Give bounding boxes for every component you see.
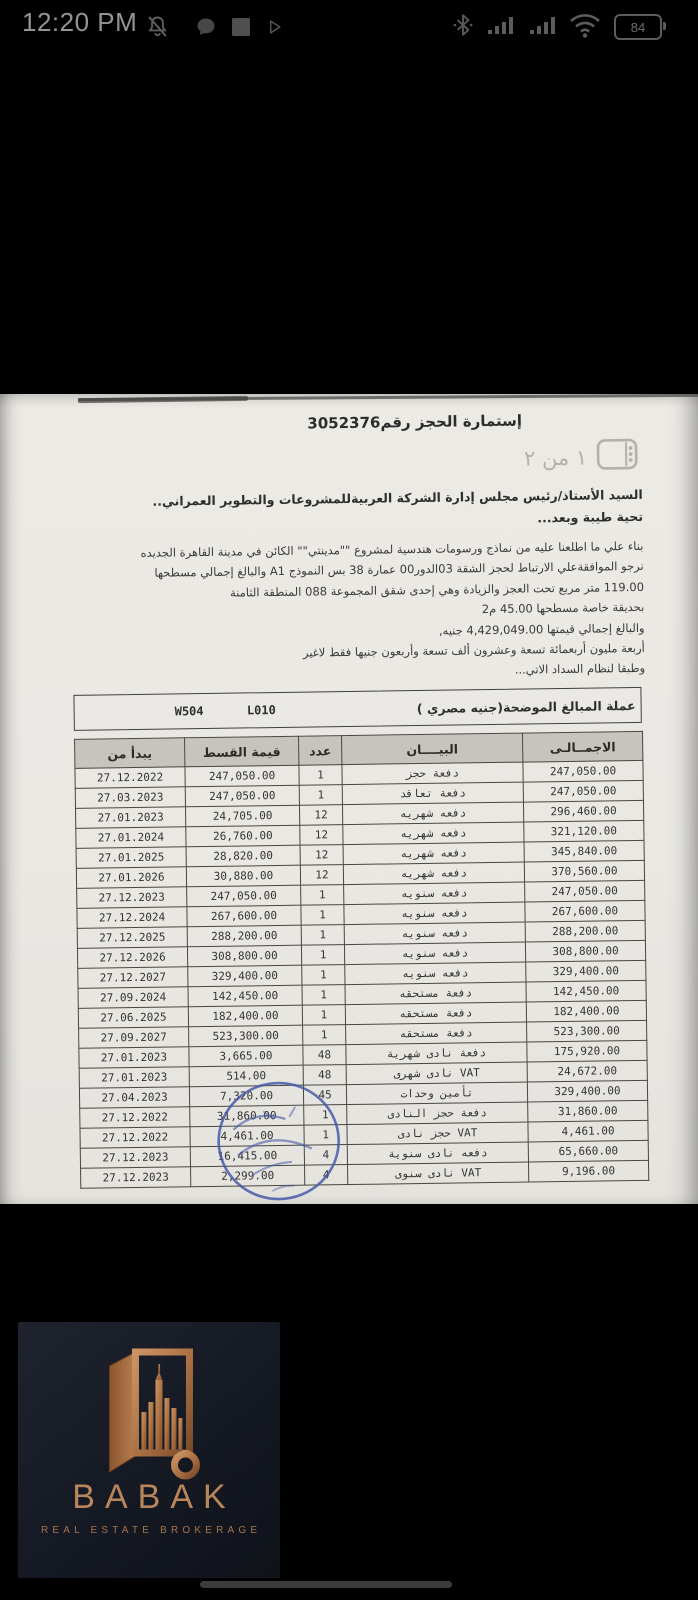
cell-description: دفعه شهريه bbox=[343, 842, 524, 865]
home-indicator[interactable] bbox=[200, 1581, 452, 1588]
cell-total: 142,450.00 bbox=[526, 980, 646, 1002]
greeting-line: تحية طيبة وبعد... bbox=[537, 508, 644, 526]
cell-start-date: 27.01.2024 bbox=[76, 827, 186, 849]
cell-total: 247,050.00 bbox=[523, 780, 643, 802]
cell-total: 247,050.00 bbox=[525, 880, 645, 902]
cell-start-date: 27.12.2023 bbox=[77, 887, 187, 909]
body-line: نرجو الموافقةعلي الارتباط لحجز الشقة 03الدور00 عمارة 38 بس النموذج A1 والبالغ إجمالي مسطحها bbox=[154, 559, 644, 581]
brand-name: BABAK bbox=[72, 1478, 236, 1516]
currency-label: عملة المبالغ الموضحة(جنيه مصري ) bbox=[416, 697, 636, 716]
cell-count: 4 bbox=[305, 1165, 348, 1186]
cell-start-date: 27.01.2026 bbox=[76, 867, 186, 889]
body-line: أربعة مليون أربعمائة تسعة وعشرون ألف تسعة وأربعون جنيها فقط لاغير bbox=[302, 640, 645, 660]
bluetooth-icon bbox=[450, 12, 476, 42]
cell-installment: 288,200.00 bbox=[187, 925, 301, 947]
cell-description: دفعه سنويه bbox=[344, 922, 525, 945]
cell-installment: 31,860.00 bbox=[190, 1105, 304, 1127]
body-paragraph bbox=[55, 536, 645, 687]
col-header-installment: قيمة القسط bbox=[185, 736, 299, 767]
document-photo bbox=[0, 394, 698, 1204]
cell-count: 1 bbox=[301, 945, 344, 966]
chat-bubble-icon bbox=[194, 15, 218, 43]
cell-installment: 16,415.00 bbox=[190, 1145, 304, 1167]
cell-total: 345,840.00 bbox=[524, 840, 644, 862]
cell-installment: 329,400.00 bbox=[188, 965, 302, 987]
cell-description: دفعة حجز النادى bbox=[347, 1102, 528, 1125]
cell-description: VAT نادى شهرى bbox=[346, 1062, 527, 1085]
cell-installment: 247,050.00 bbox=[187, 885, 301, 907]
document-content bbox=[0, 394, 698, 1204]
cell-installment: 142,450.00 bbox=[188, 985, 302, 1007]
cell-count: 12 bbox=[300, 865, 343, 886]
cell-start-date: 27.12.2023 bbox=[81, 1167, 191, 1189]
cell-count: 48 bbox=[303, 1045, 346, 1066]
battery-icon bbox=[614, 14, 662, 40]
cell-count: 12 bbox=[300, 845, 343, 866]
ink-stamp bbox=[211, 1066, 349, 1204]
cell-count: 1 bbox=[302, 985, 345, 1006]
body-line: والبالغ إجمالي قيمتها 4,429,049.00 جنيه, bbox=[438, 620, 645, 638]
col-header-count: عدد bbox=[299, 736, 342, 766]
cell-count: 1 bbox=[303, 1025, 346, 1046]
battery-level: 84 bbox=[630, 19, 646, 35]
cell-total: 321,120.00 bbox=[524, 820, 644, 842]
cell-count: 1 bbox=[301, 925, 344, 946]
cell-description: دفعة حجز bbox=[342, 762, 523, 785]
cell-start-date: 27.01.2023 bbox=[79, 1067, 189, 1089]
status-bar bbox=[0, 0, 698, 50]
cell-total: 9,196.00 bbox=[528, 1160, 648, 1182]
cell-description: دفعة مستحقه bbox=[345, 982, 526, 1005]
square-app-icon bbox=[230, 16, 252, 42]
cell-start-date: 27.12.2022 bbox=[80, 1107, 190, 1129]
cell-installment: 247,050.00 bbox=[185, 765, 299, 787]
cell-count: 1 bbox=[304, 1125, 347, 1146]
table-codes: W504 L010 bbox=[174, 703, 276, 719]
cell-installment: 2,299.00 bbox=[191, 1165, 305, 1187]
door-skyline-logo-icon bbox=[97, 1346, 209, 1480]
cell-start-date: 27.01.2023 bbox=[79, 1047, 189, 1069]
body-line: بحديقة خاصة مسطحها 45.00 م2 bbox=[481, 600, 645, 617]
cell-total: 4,461.00 bbox=[528, 1120, 648, 1142]
cell-count: 1 bbox=[299, 765, 342, 786]
cell-description: دفعه سنويه bbox=[344, 902, 525, 925]
cell-start-date: 27.03.2023 bbox=[75, 787, 185, 809]
page-indicator bbox=[524, 438, 639, 477]
cell-start-date: 27.12.2022 bbox=[80, 1127, 190, 1149]
cell-installment: 3,665.00 bbox=[189, 1045, 303, 1067]
cell-description: دفعه شهريه bbox=[343, 862, 524, 885]
cell-description: دفعه نادى سنوية bbox=[347, 1142, 528, 1165]
cell-total: 329,400.00 bbox=[526, 960, 646, 982]
cell-installment: 182,400.00 bbox=[188, 1005, 302, 1027]
cell-count: 1 bbox=[302, 965, 345, 986]
cell-start-date: 27.09.2024 bbox=[78, 987, 188, 1009]
cell-count: 1 bbox=[301, 885, 344, 906]
col-header-description: البيــــان bbox=[342, 733, 523, 765]
col-header-total: الاجمــالـى bbox=[523, 731, 643, 762]
cell-signal-sim1-icon bbox=[486, 14, 520, 40]
col-header-start: يبدأ من bbox=[75, 738, 185, 769]
cell-total: 370,560.00 bbox=[524, 860, 644, 882]
cell-start-date: 27.12.2022 bbox=[75, 767, 185, 789]
cell-description: دفعه شهريه bbox=[342, 802, 523, 825]
cell-start-date: 27.12.2026 bbox=[77, 947, 187, 969]
clock: 12:20 PM bbox=[22, 7, 138, 37]
cell-installment: 523,300.00 bbox=[189, 1025, 303, 1047]
cell-count: 45 bbox=[303, 1085, 346, 1106]
cell-count: 1 bbox=[301, 905, 344, 926]
cell-signal-sim2-icon bbox=[528, 14, 562, 40]
cell-installment: 4,461.00 bbox=[190, 1125, 304, 1147]
cell-installment: 26,760.00 bbox=[186, 825, 300, 847]
cell-count: 12 bbox=[299, 805, 342, 826]
table-currency-band bbox=[73, 687, 641, 731]
body-line: 119.00 متر مربع تحت العجز والزيادة وهي إحدى شقق المجموعة 088 المنطقة الثامنة bbox=[229, 579, 645, 600]
cell-start-date: 27.12.2027 bbox=[78, 967, 188, 989]
payment-schedule-table bbox=[74, 731, 649, 1189]
cell-description: دفعه سنويه bbox=[344, 882, 525, 905]
cell-installment: 514.00 bbox=[189, 1065, 303, 1087]
cell-count: 48 bbox=[303, 1065, 346, 1086]
play-icon bbox=[264, 17, 284, 41]
cell-description: دفعة نادى شهرية bbox=[346, 1042, 527, 1065]
payment-rows bbox=[75, 760, 649, 1188]
pages-icon bbox=[596, 438, 639, 476]
cell-total: 65,660.00 bbox=[528, 1140, 648, 1162]
cell-total: 296,460.00 bbox=[523, 800, 643, 822]
cell-total: 308,800.00 bbox=[525, 940, 645, 962]
cell-total: 31,860.00 bbox=[528, 1100, 648, 1122]
cell-total: 267,600.00 bbox=[525, 900, 645, 922]
cell-installment: 30,880.00 bbox=[186, 865, 300, 887]
cell-installment: 247,050.00 bbox=[185, 785, 299, 807]
cell-start-date: 27.12.2024 bbox=[77, 907, 187, 929]
cell-count: 12 bbox=[300, 825, 343, 846]
cell-description: دفعة تعاقد bbox=[342, 782, 523, 805]
cell-start-date: 27.01.2025 bbox=[76, 847, 186, 869]
document-title: إستمارة الحجز رقم3052376 bbox=[307, 411, 523, 433]
cell-description: دفعه سنويه bbox=[344, 942, 525, 965]
cell-count: 1 bbox=[304, 1105, 347, 1126]
cell-count: 1 bbox=[299, 785, 342, 806]
cell-total: 523,300.00 bbox=[527, 1020, 647, 1042]
cell-count: 4 bbox=[304, 1145, 347, 1166]
cell-start-date: 27.06.2025 bbox=[78, 1007, 188, 1029]
cell-installment: 24,705.00 bbox=[185, 805, 299, 827]
cell-start-date: 27.01.2023 bbox=[76, 807, 186, 829]
cell-installment: 7,320.00 bbox=[189, 1085, 303, 1107]
cell-total: 24,672.00 bbox=[527, 1060, 647, 1082]
body-line: بناء علي ما اطلعنا عليه من نماذج ورسومات هندسية لمشروع ""مدينتي"" الكائن في مدينة القاهرة الجديده bbox=[140, 538, 644, 560]
cell-start-date: 27.12.2023 bbox=[80, 1147, 190, 1169]
brand-card bbox=[18, 1322, 280, 1578]
cell-description: دفعه شهريه bbox=[343, 822, 524, 845]
cell-start-date: 27.12.2025 bbox=[77, 927, 187, 949]
brand-tagline: REAL ESTATE BROKERAGE bbox=[40, 1525, 262, 1536]
cell-description: VAT حجز نادى bbox=[347, 1122, 528, 1145]
wifi-icon bbox=[568, 12, 602, 43]
mute-bell-icon bbox=[144, 13, 171, 44]
cell-description: دفعة مستحقه bbox=[345, 1002, 526, 1025]
cell-installment: 267,600.00 bbox=[187, 905, 301, 927]
cell-total: 175,920.00 bbox=[527, 1040, 647, 1062]
cell-installment: 308,800.00 bbox=[187, 945, 301, 967]
cell-start-date: 27.04.2023 bbox=[79, 1087, 189, 1109]
cell-description: VAT نادى سنوى bbox=[348, 1162, 529, 1185]
cell-total: 247,050.00 bbox=[523, 760, 643, 782]
page-indicator-label: ١ من ٢ bbox=[523, 445, 588, 471]
cell-description: تأمين وحدات bbox=[346, 1082, 527, 1105]
cell-count: 1 bbox=[302, 1005, 345, 1026]
cell-start-date: 27.09.2027 bbox=[79, 1027, 189, 1049]
cell-total: 288,200.00 bbox=[525, 920, 645, 942]
cell-total: 182,400.00 bbox=[526, 1000, 646, 1022]
body-line: وطبقا لنظام السداد الاتي... bbox=[514, 661, 646, 678]
cell-installment: 28,820.00 bbox=[186, 845, 300, 867]
salutation-line: السيد الأستاذ/رئيس مجلس إدارة الشركة العربيةللمشروعات والتطوير العمراني.. bbox=[152, 486, 643, 509]
cell-total: 329,400.00 bbox=[527, 1080, 647, 1102]
cell-description: دفعه سنويه bbox=[345, 962, 526, 985]
cell-description: دفعة مستحقه bbox=[346, 1022, 527, 1045]
